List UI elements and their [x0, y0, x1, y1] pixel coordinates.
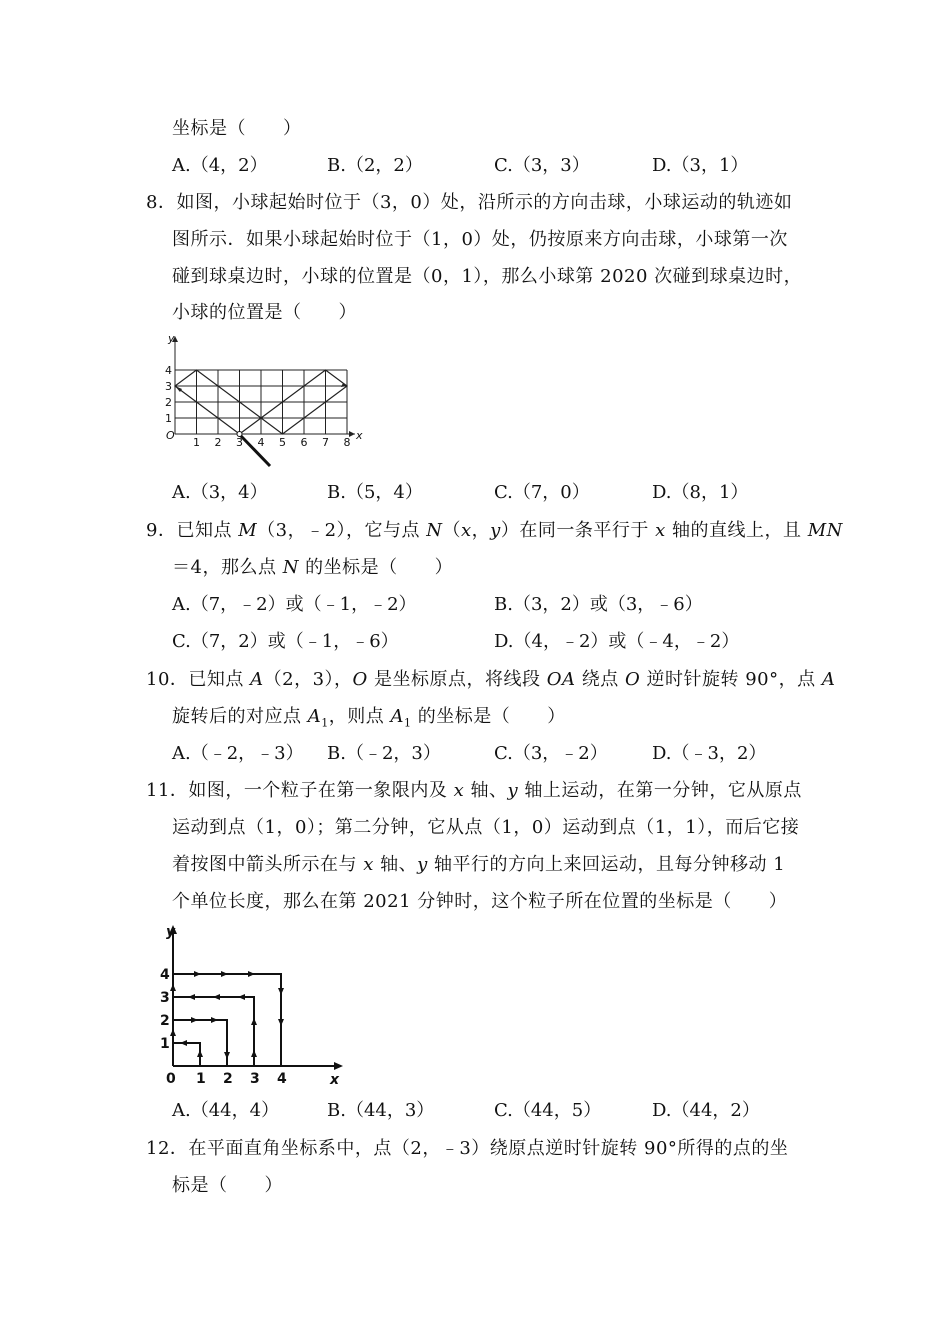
q11-stem-line-3: 着按图中箭头所示在与 x 轴、y 轴平行的方向上来回运动，且每分钟移动 1	[172, 854, 786, 875]
q11-stem-line-1: 11．如图，一个粒子在第一象限内及 x 轴、y 轴上运动，在第一分钟，它从原点	[146, 780, 802, 801]
q8-origin-label: O	[166, 429, 175, 442]
q12-stem-line-1: 12．在平面直角坐标系中，点（2，﹣3）绕原点逆时针旋转 90°所得的点的坐	[146, 1138, 789, 1159]
q8-option-b[interactable]: B.（5，4）	[327, 482, 423, 503]
q11-x-label: x	[330, 1072, 340, 1088]
q7-stem-tail: 坐标是（ ）	[172, 118, 302, 139]
q8-x-tick: 3	[236, 436, 243, 449]
q8-y-tick: 2	[165, 396, 172, 409]
q8-x-label: x	[356, 429, 363, 442]
q11-option-c[interactable]: C.（44，5）	[494, 1100, 602, 1121]
q8-x-tick: 5	[279, 436, 286, 449]
q10-option-b[interactable]: B.（﹣2，3）	[327, 743, 441, 764]
q8-stem-line-4: 小球的位置是（ ）	[172, 302, 357, 323]
q11-origin-label: 0	[166, 1071, 176, 1087]
q9-option-d[interactable]: D.（4，﹣2）或（﹣4，﹣2）	[494, 631, 740, 652]
q7-option-b[interactable]: B.（2，2）	[327, 155, 423, 176]
q8-x-tick: 6	[300, 436, 308, 449]
q8-x-tick: 1	[193, 436, 200, 449]
q8-cue-stick	[241, 436, 270, 466]
q11-x-tick: 3	[250, 1071, 260, 1087]
q11-x-tick: 2	[223, 1071, 233, 1087]
q10-stem-line-2: 旋转后的对应点 $A_1$，则点 $A_1$ 的坐标是（ ）	[172, 706, 566, 730]
q11-option-d[interactable]: D.（44，2）	[652, 1100, 760, 1121]
q8-stem-line-1: 8．如图，小球起始时位于（3，0）处，沿所示的方向击球，小球运动的轨迹如	[146, 192, 793, 213]
q8-stem-line-2: 图所示．如果小球起始时位于（1，0）处，仍按原来方向击球，小球第一次	[172, 229, 788, 250]
q8-option-d[interactable]: D.（8，1）	[652, 482, 749, 503]
q11-particle-figure	[158, 922, 358, 1092]
q10-option-c[interactable]: C.（3，﹣2）	[494, 743, 608, 764]
q11-x-tick: 4	[277, 1071, 287, 1087]
q10-option-a[interactable]: A.（﹣2，﹣3）	[172, 743, 304, 764]
q8-option-a[interactable]: A.（3，4）	[172, 482, 268, 503]
q11-y-tick: 3	[160, 990, 170, 1006]
q8-x-tick: 2	[214, 436, 222, 449]
q10-option-d[interactable]: D.（﹣3，2）	[652, 743, 767, 764]
q7-option-d[interactable]: D.（3，1）	[652, 155, 749, 176]
q9-stem-line-2: ＝4，那么点 N 的坐标是（ ）	[172, 557, 454, 578]
q11-y-tick: 2	[160, 1013, 170, 1029]
q9-option-a[interactable]: A.（7，﹣2）或（﹣1，﹣2）	[172, 594, 417, 615]
q9-option-c[interactable]: C.（7，2）或（﹣1，﹣6）	[172, 631, 399, 652]
q7-option-c[interactable]: C.（3，3）	[494, 155, 590, 176]
q8-y-label: y	[168, 332, 175, 345]
q11-option-b[interactable]: B.（44，3）	[327, 1100, 435, 1121]
q8-option-c[interactable]: C.（7，0）	[494, 482, 590, 503]
q8-stem-line-3: 碰到球桌边时，小球的位置是（0，1），那么小球第 2020 次碰到球桌边时，	[172, 266, 803, 287]
q8-billiard-figure	[160, 330, 370, 470]
q8-y-tick: 3	[165, 380, 172, 393]
q11-stem-line-4: 个单位长度，那么在第 2021 分钟时，这个粒子所在位置的坐标是（ ）	[172, 891, 788, 912]
q8-x-tick: 7	[322, 436, 329, 449]
q8-y-tick: 4	[165, 364, 172, 377]
q11-y-tick: 4	[160, 967, 170, 983]
q8-x-tick: 8	[343, 436, 351, 449]
q9-option-b[interactable]: B.（3，2）或（3，﹣6）	[494, 594, 703, 615]
q12-stem-line-2: 标是（ ）	[172, 1175, 283, 1196]
q8-x-tick: 4	[257, 436, 265, 449]
q11-y-label: y	[166, 924, 176, 940]
q11-option-a[interactable]: A.（44，4）	[172, 1100, 280, 1121]
q11-stem-line-2: 运动到点（1，0）；第二分钟，它从点（1，0）运动到点（1，1），而后它接	[172, 817, 800, 838]
q7-option-a[interactable]: A.（4，2）	[172, 155, 268, 176]
q8-y-tick: 1	[165, 412, 172, 425]
q11-y-tick: 1	[160, 1036, 170, 1052]
q9-stem-line-1: 9．已知点 M（3，﹣2），它与点 N（x，y）在同一条平行于 x 轴的直线上，且 MN	[146, 520, 843, 541]
q11-x-tick: 1	[196, 1071, 206, 1087]
q10-stem-line-1: 10．已知点 A（2，3），O 是坐标原点，将线段 OA 绕点 O 逆时针旋转 90°，点 A	[146, 669, 836, 690]
